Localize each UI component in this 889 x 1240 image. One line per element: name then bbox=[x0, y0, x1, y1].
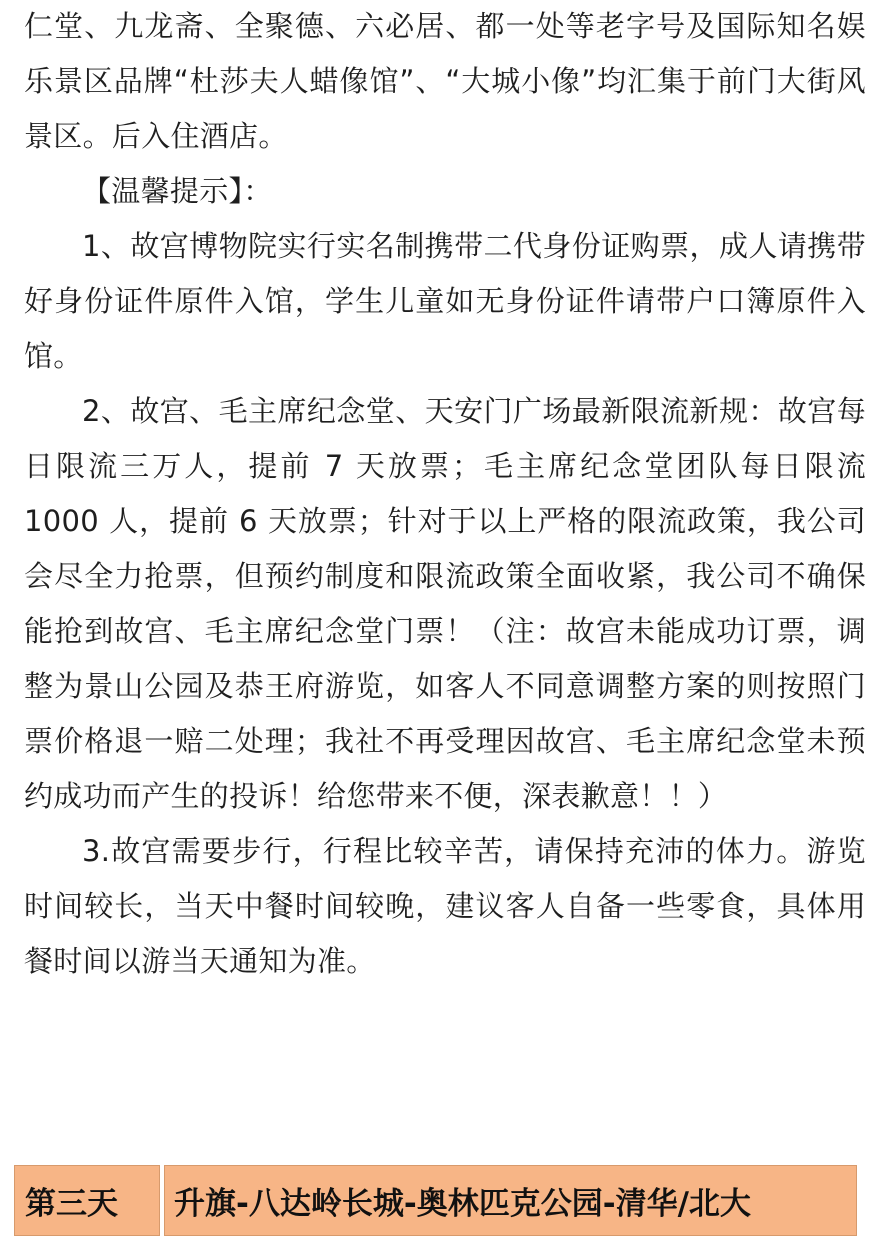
paragraph-tip-1: 1、故宫博物院实行实名制携带二代身份证购票，成人请携带好身份证件原件入馆，学生儿童如无身份证件请带户口簿原件入馆。 bbox=[24, 229, 866, 373]
day-label: 第三天 bbox=[14, 1165, 160, 1236]
paragraph-tip-2: 2、故宫、毛主席纪念堂、天安门广场最新限流新规：故宫每日限流三万人，提前 7 天放票；毛主席纪念堂团队每日限流 1000 人，提前 6 天放票；针对于以上严格的限流政策，我公司会尽全力抢票，但预约制度和限流政策全面收紧，我公司不确保能抢到故宫、毛主席纪念堂门票！（注：故宫未能成功订票，调整为景山公园及恭王府游览，如客人不同意调整方案的则按照门票价格退一赔二处理；我社不再受理因故宫、毛主席纪念堂未预约成功而产生的投诉！给您带来不便，深表歉意！！） bbox=[24, 394, 866, 813]
day-title: 升旗-八达岭长城-奥林匹克公园-清华/北大 bbox=[164, 1165, 857, 1236]
paragraph-attractions: 仁堂、九龙斋、全聚德、六必居、都一处等老字号及国际知名娱乐景区品牌“杜莎夫人蜡像馆”、“大城小像”均汇集于前门大街风景区。后入住酒店。 bbox=[24, 9, 866, 153]
day-header bbox=[14, 1165, 857, 1236]
itinerary-text bbox=[24, 0, 866, 989]
paragraph-tip-3: 3.故宫需要步行，行程比较辛苦，请保持充沛的体力。游览时间较长，当天中餐时间较晚，建议客人自备一些零食，具体用餐时间以游当天通知为准。 bbox=[24, 834, 866, 978]
paragraph-tips-heading: 【温馨提示】： bbox=[82, 174, 273, 208]
